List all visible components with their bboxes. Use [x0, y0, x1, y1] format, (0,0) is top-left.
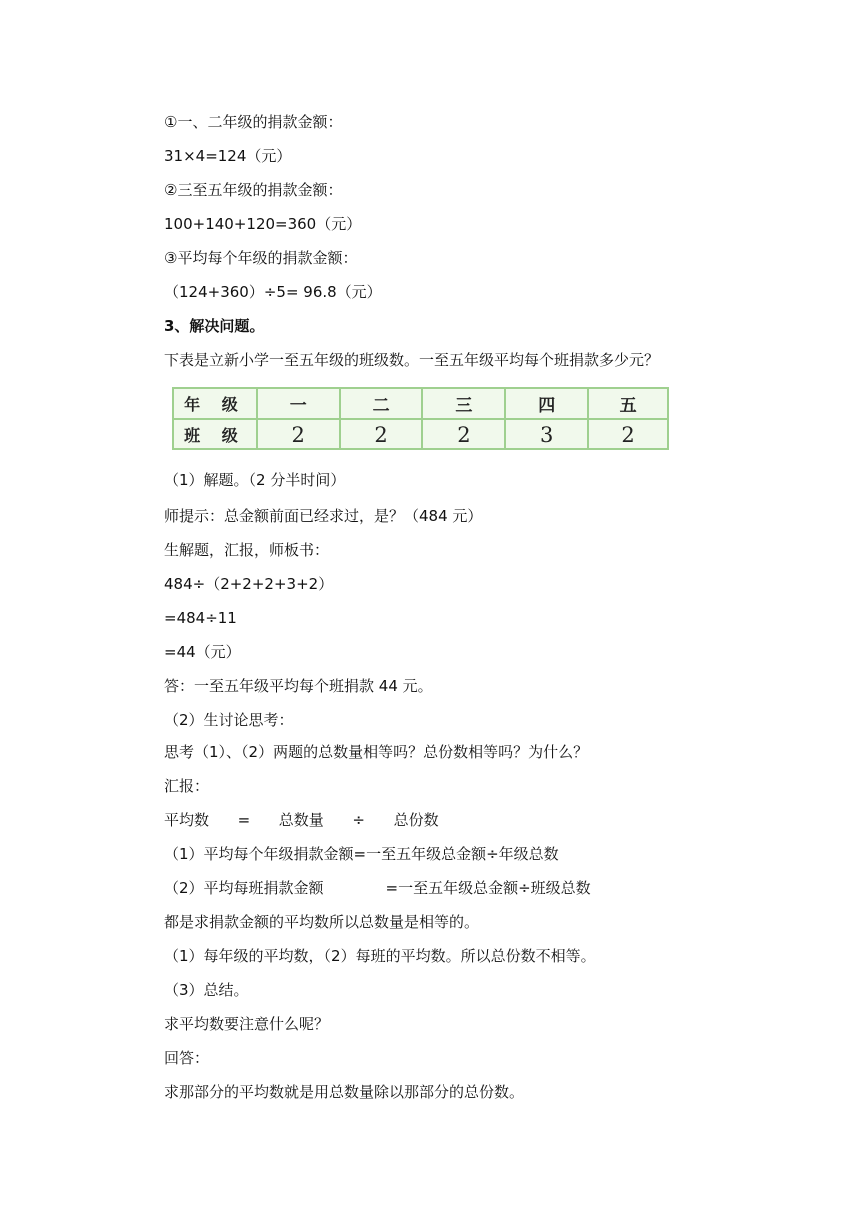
text-line: 484÷（2+2+2+3+2）: [164, 575, 334, 593]
class-count-row: [174, 420, 667, 449]
text-line: 100+140+120=360（元）: [164, 215, 362, 233]
text-line: 师提示：总金额前面已经求过，是？（484 元）: [164, 507, 483, 525]
text-line: 求平均数要注意什么呢？: [164, 1015, 330, 1033]
text-line: 汇报：: [164, 777, 210, 795]
text-line: （2）平均每班捐款金额 =一至五年级总金额÷班级总数: [164, 879, 591, 897]
class-count-cell: 2: [341, 420, 424, 449]
class-count-cell: 2: [423, 420, 506, 449]
text-line: （1）平均每个年级捐款金额=一至五年级总金额÷年级总数: [164, 845, 559, 863]
grade-row: [174, 389, 667, 420]
text-line: =44（元）: [164, 643, 241, 661]
text-line: =484÷11: [164, 609, 237, 627]
text-line: 答：一至五年级平均每个班捐款 44 元。: [164, 677, 433, 695]
grade-header-cell: 年 级: [174, 389, 258, 418]
grade-cell: 一: [258, 389, 341, 418]
text-line: （1）每年级的平均数，（2）每班的平均数。所以总份数不相等。: [164, 947, 596, 965]
class-header-cell: 班 级: [174, 420, 258, 449]
text-line: 31×4=124（元）: [164, 147, 292, 165]
text-line: 回答：: [164, 1049, 210, 1067]
text-line: （3）总结。: [164, 981, 249, 999]
text-line: （2）生讨论思考：: [164, 711, 294, 729]
grade-cell: 四: [506, 389, 589, 418]
text-line: ②三至五年级的捐款金额：: [164, 181, 343, 199]
text-line: 都是求捐款金额的平均数所以总数量是相等的。: [164, 913, 480, 931]
text-line: 求那部分的平均数就是用总数量除以那部分的总份数。: [164, 1083, 525, 1101]
text-line: ③平均每个年级的捐款金额：: [164, 249, 358, 267]
text-line: 生解题，汇报，师板书：: [164, 541, 330, 559]
grade-cell: 五: [619, 396, 637, 416]
text-line: （124+360）÷5= 96.8（元）: [164, 283, 382, 301]
problem-statement: 下表是立新小学一至五年级的班级数。一至五年级平均每个班捐款多少元？: [164, 351, 660, 369]
text-line: ①一、二年级的捐款金额：: [164, 113, 343, 131]
grade-cell: 三: [423, 389, 506, 418]
class-count-cell: 3: [506, 420, 589, 449]
text-line: 平均数 = 总数量 ÷ 总份数: [164, 811, 439, 829]
class-count-cell: 2: [258, 420, 341, 449]
grade-cell: 二: [341, 389, 424, 418]
class-count-cell: 2: [621, 422, 635, 447]
class-count-table: [172, 387, 669, 450]
section-title: 3、解决问题。: [164, 317, 265, 335]
text-line: 思考（1）、（2）两题的总数量相等吗？总份数相等吗？为什么？: [164, 743, 589, 761]
text-line: （1）解题。（2 分半时间）: [164, 471, 346, 489]
